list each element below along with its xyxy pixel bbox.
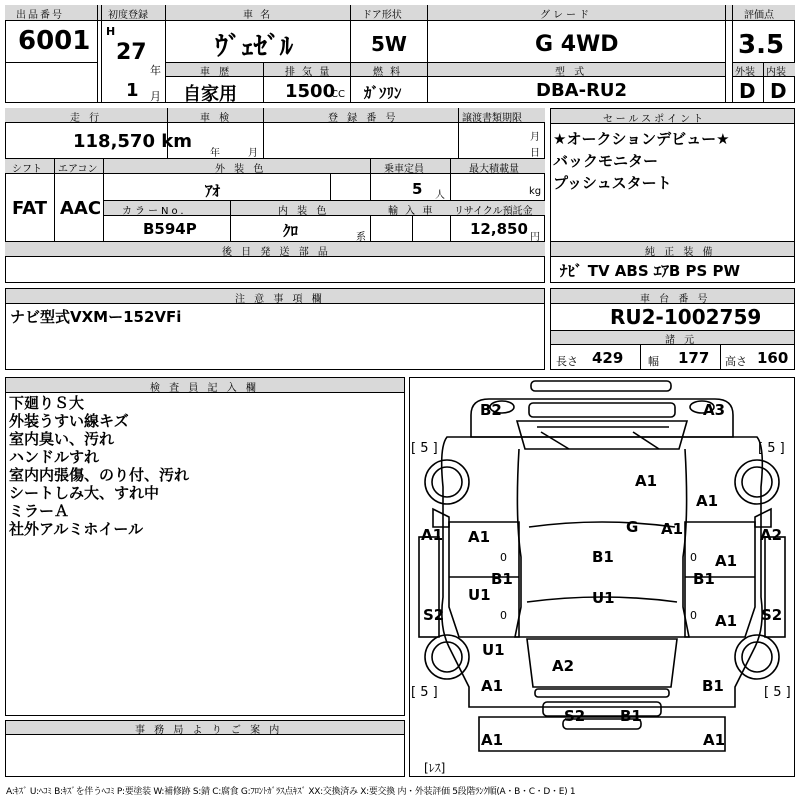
recycle-unit: 円 xyxy=(530,232,540,243)
transfer-day-unit: 日 xyxy=(530,148,540,159)
mark-front-right-bumper: A3 xyxy=(703,401,726,419)
grade: G 4WD xyxy=(535,32,619,57)
chassis-no: RU2-1002759 xyxy=(610,305,762,329)
shift-label: シフト xyxy=(12,164,42,175)
inspector-line-5: 室内内張傷、のり付、汚れ xyxy=(9,466,190,484)
recycle-fee: 12,850 xyxy=(470,220,528,238)
door-type: 5W xyxy=(371,32,407,56)
sales-point-label: セールスポイント xyxy=(603,114,707,125)
fuel-label: 燃 料 xyxy=(373,67,403,78)
capacity: 5 xyxy=(412,180,423,198)
car-body-diagram xyxy=(409,377,795,777)
reg-no-label: 登 録 番 号 xyxy=(328,113,399,124)
transfer-label: 譲渡書類期限 xyxy=(462,113,522,124)
mark-front-left-door: A1 xyxy=(468,528,491,546)
int-color-unit: 系 xyxy=(356,232,366,243)
mark-rear-left-door: U1 xyxy=(468,586,491,604)
chassis-label: 車 台 番 号 xyxy=(640,294,711,305)
mileage-label: 走 行 xyxy=(70,113,103,124)
mark-rear-right-fender: B1 xyxy=(702,677,724,695)
mark-underside-right: A1 xyxy=(703,731,726,749)
import-label: 輸 入 車 xyxy=(388,206,435,217)
sales-point-3: プッシュスタート xyxy=(553,174,672,192)
history: 自家用 xyxy=(183,84,237,105)
mark-zero-left-front: 0 xyxy=(500,551,507,564)
inspector-line-6: シートしみ大、すれ中 xyxy=(9,484,160,502)
mark-a-pillar-right: A1 xyxy=(661,520,684,538)
reg-month: 1 xyxy=(126,80,139,101)
tire-fl-label: [ 5 ] xyxy=(411,441,438,456)
transfer-month-unit: 月 xyxy=(530,132,540,143)
mark-rear-left-fender: A1 xyxy=(481,677,504,695)
lot-no-label: 出品番号 xyxy=(16,10,64,21)
mark-left-rocker: S2 xyxy=(423,606,445,624)
inspector-line-1: 下廻りＳ大 xyxy=(9,394,85,412)
mark-right-pillar: B1 xyxy=(693,570,715,588)
tire-rr-label: [ 5 ] xyxy=(764,685,791,700)
inspection-month-unit: 月 xyxy=(248,148,258,159)
notes-value: ナビ型式VXMー152VFi xyxy=(10,308,182,326)
mark-zero-left-rear: 0 xyxy=(500,609,507,622)
mark-front-left-bumper: B2 xyxy=(480,401,502,419)
mark-underside-left: A1 xyxy=(481,731,504,749)
exterior-grade: D xyxy=(739,79,756,103)
mark-roof-rear: U1 xyxy=(592,589,615,607)
displacement-unit: CC xyxy=(331,89,345,100)
mark-left-fender: A1 xyxy=(421,526,444,544)
month-unit: 月 xyxy=(150,90,161,103)
year-unit: 年 xyxy=(150,64,161,77)
mark-zero-right-front: 0 xyxy=(690,551,697,564)
notes-label: 注 意 事 項 欄 xyxy=(235,294,325,305)
mark-rear-right-door: A1 xyxy=(715,612,738,630)
color-no: B594P xyxy=(143,220,197,238)
mark-zero-right-rear: 0 xyxy=(690,609,697,622)
height: 160 xyxy=(757,349,789,367)
length: 429 xyxy=(592,349,624,367)
width: 177 xyxy=(678,349,710,367)
length-label: 長さ xyxy=(556,355,578,368)
width-label: 幅 xyxy=(648,355,659,368)
model-code: DBA-RU2 xyxy=(536,80,628,101)
fuel: ｶﾞｿﾘﾝ xyxy=(364,84,402,102)
car-name: ｳﾞｪｾﾞﾙ xyxy=(215,32,294,62)
displacement-label: 排 気 量 xyxy=(285,67,332,78)
exterior-label: 外装 xyxy=(735,67,755,78)
ac-label: エアコン xyxy=(58,164,98,175)
capacity-label: 乗車定員 xyxy=(384,164,424,175)
door-label: ドア形状 xyxy=(362,10,402,21)
inspector-line-8: 社外アルミホイール xyxy=(9,520,144,538)
reg-year: 27 xyxy=(116,40,147,65)
ac: AAC xyxy=(60,198,102,219)
mark-hood: A1 xyxy=(635,472,658,490)
exterior-color: ｱｵ xyxy=(205,182,221,200)
mileage: 118,570 km xyxy=(73,131,192,152)
mark-right-rocker: S2 xyxy=(761,606,783,624)
later-parts-label: 後 日 発 送 部 品 xyxy=(222,247,331,258)
mark-roof-front: B1 xyxy=(592,548,614,566)
mark-left-pillar: B1 xyxy=(491,570,513,588)
load-label: 最大積載量 xyxy=(469,164,519,175)
mark-windshield: G xyxy=(626,518,639,536)
mark-rear-bumper-right: B1 xyxy=(620,707,642,725)
inspector-line-3: 室内臭い、汚れ xyxy=(9,430,115,448)
recycle-label: リサイクル預託金 xyxy=(454,206,533,217)
height-label: 高さ xyxy=(725,355,747,368)
mark-rear-bumper-left: S2 xyxy=(564,707,586,725)
sales-point-2: バックモニター xyxy=(553,152,659,170)
interior-grade: D xyxy=(770,79,787,103)
score-label: 評価点 xyxy=(744,10,774,21)
tire-rl-label: [ 5 ] xyxy=(411,685,438,700)
tire-fr-label: [ 5 ] xyxy=(758,441,785,456)
color-no-label: カラーNo. xyxy=(122,206,187,217)
inspector-line-7: ミラーＡ xyxy=(9,502,70,520)
mark-front-right-door: A1 xyxy=(715,552,738,570)
first-reg-label: 初度登録 xyxy=(108,10,148,21)
shift: FAT xyxy=(12,198,48,219)
model-label: 型 式 xyxy=(555,67,588,78)
office-label: 事 務 局 よ り ご 案 内 xyxy=(135,725,283,736)
lot-no: 6001 xyxy=(18,26,91,56)
int-color: ｸﾛ xyxy=(283,222,299,240)
inspection-label: 車 検 xyxy=(200,113,233,124)
color-label: 外 装 色 xyxy=(215,164,267,175)
mark-left-quarter: U1 xyxy=(482,641,505,659)
mark-front-right-fender: A1 xyxy=(696,492,719,510)
inspection-year-unit: 年 xyxy=(210,148,220,159)
grade-label: グレード xyxy=(540,10,592,21)
score: 3.5 xyxy=(738,30,785,60)
inspector-label: 検 査 員 記 入 欄 xyxy=(150,383,259,394)
inspector-line-4: ハンドルすれ xyxy=(9,448,100,466)
car-name-label: 車 名 xyxy=(243,10,273,21)
specs-label: 諸 元 xyxy=(665,335,698,346)
damage-legend: A:ｷｽﾞ U:ﾍｺﾐ B:ｷｽﾞを伴うﾍｺﾐ P:要塗装 W:補修跡 S:錆 C:腐食 G:ﾌﾛﾝﾄｶﾞﾗｽ点ｷｽﾞ XX:交換済み X:要交換 内・外装評価 5段階ﾗﾝｸ順(A・B・C・D・E) 1 xyxy=(6,787,576,797)
capacity-unit: 人 xyxy=(435,190,445,201)
int-color-label: 内 装 色 xyxy=(278,206,330,217)
equipment-value: ﾅﾋﾞ TV ABS ｴｱB PS PW xyxy=(560,262,741,280)
inspector-line-2: 外装うすい線キズ xyxy=(9,412,129,430)
interior-label: 内装 xyxy=(766,67,786,78)
history-label: 車 歴 xyxy=(200,67,233,78)
era: H xyxy=(106,25,116,38)
equipment-label: 純 正 装 備 xyxy=(645,247,716,258)
mark-back-door: A2 xyxy=(552,657,575,675)
displacement: 1500 xyxy=(285,81,336,102)
load-unit: kg xyxy=(529,186,542,197)
spare-tire-label: [ﾚｽ] xyxy=(424,761,446,775)
mark-right-fender: A2 xyxy=(760,526,783,544)
sales-point-1: ★オークションデビュー★ xyxy=(553,130,730,148)
